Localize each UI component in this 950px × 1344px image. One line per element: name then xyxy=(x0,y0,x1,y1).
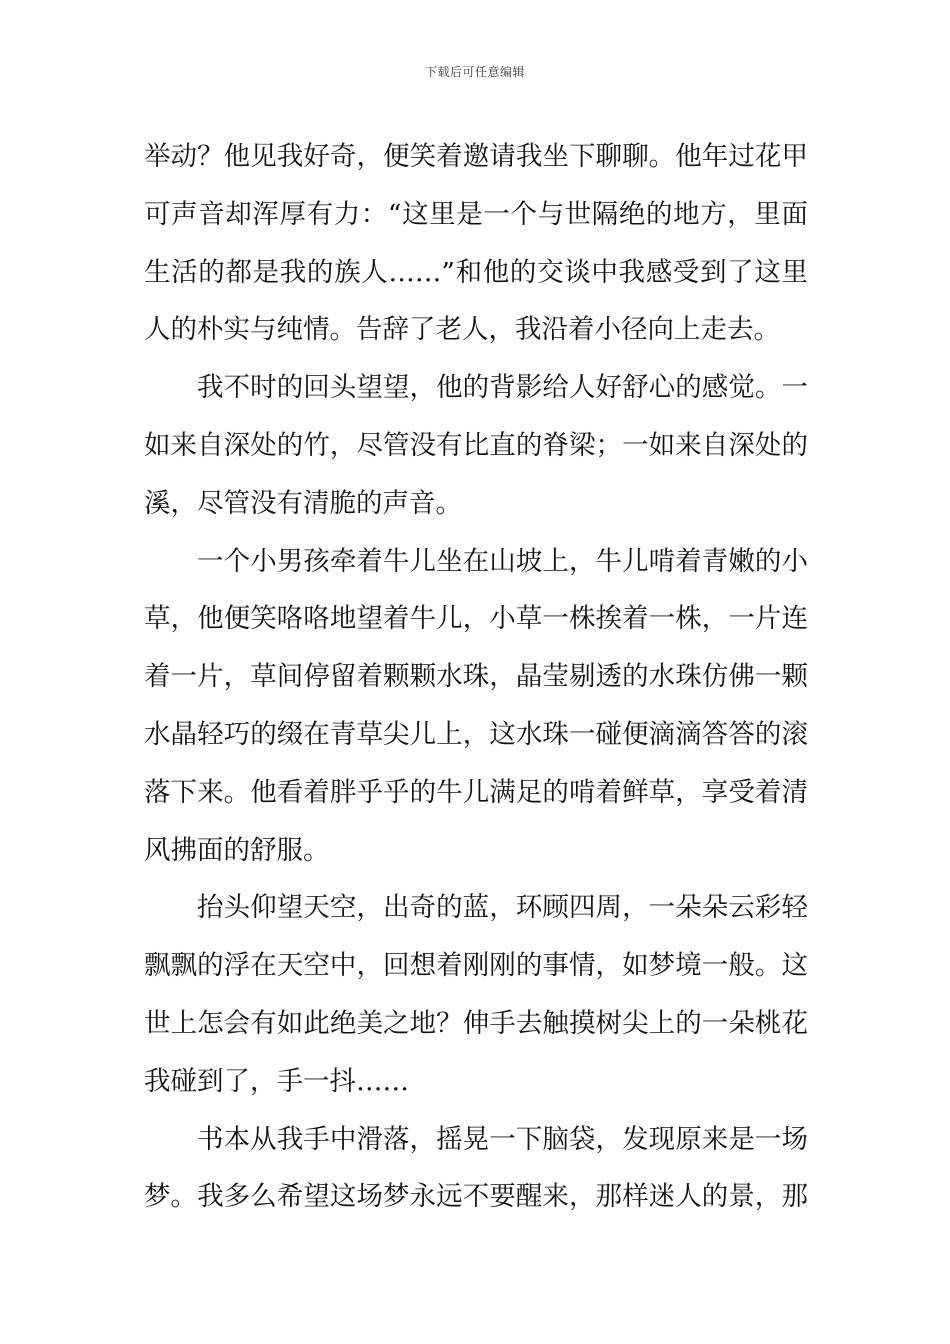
text-line: 我不时的回头望望，他的背影给人好舒心的感觉。一 xyxy=(197,372,808,404)
text-line: 抬头仰望天空，出奇的蓝，环顾四周，一朵朵云彩轻 xyxy=(197,892,808,924)
text-line: 人的朴实与纯情。告辞了老人，我沿着小径向上走去。 xyxy=(144,314,780,346)
text-line: 可声音却浑厚有力：“这里是一个与世隔绝的地方，里面 xyxy=(144,198,808,230)
page-header: 下载后可任意编辑 xyxy=(424,65,525,79)
text-line: 书本从我手中滑落，摇晃一下脑袋，发现原来是一场 xyxy=(197,1123,808,1155)
text-line: 我碰到了，手一抖…… xyxy=(144,1065,409,1097)
text-line: 溪，尽管没有清脆的声音。 xyxy=(144,487,462,519)
text-line: 世上怎会有如此绝美之地？伸手去触摸树尖上的一朵桃花 xyxy=(144,1007,808,1039)
text-line: 如来自深处的竹，尽管没有比直的脊梁；一如来自深处的 xyxy=(144,429,808,461)
text-line: 风拂面的舒服。 xyxy=(144,834,330,866)
text-line: 举动？他见我好奇，便笑着邀请我坐下聊聊。他年过花甲 xyxy=(144,141,808,172)
text-line: 飘飘的浮在天空中，回想着刚刚的事情，如梦境一般。这 xyxy=(144,950,808,982)
text-line: 水晶轻巧的缀在青草尖儿上，这水珠一碰便滴滴答答的滚 xyxy=(144,718,808,750)
text-line: 落下来。他看着胖乎乎的牛儿满足的啃着鲜草，享受着清 xyxy=(144,776,808,808)
text-line: 着一片，草间停留着颗颗水珠，晶莹剔透的水珠仿佛一颗 xyxy=(144,661,808,693)
text-line: 一个小男孩牵着牛儿坐在山坡上，牛儿啃着青嫩的小 xyxy=(197,545,808,577)
text-line: 梦。我多么希望这场梦永远不要醒来，那样迷人的景，那 xyxy=(144,1181,808,1213)
text-line: 生活的都是我的族人……”和他的交谈中我感受到了这里 xyxy=(144,256,808,288)
text-line: 草，他便笑咯咯地望着牛儿，小草一株挨着一株，一片连 xyxy=(144,603,808,635)
body-text xyxy=(144,128,808,1226)
